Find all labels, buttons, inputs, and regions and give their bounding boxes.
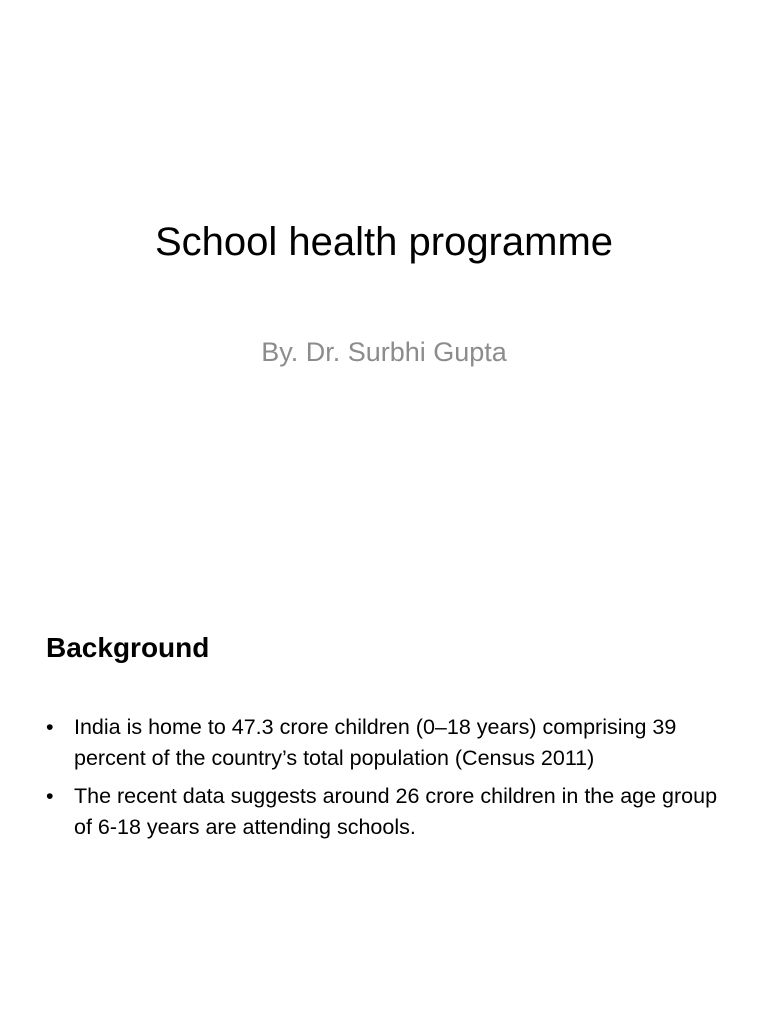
bullet-text: The recent data suggests around 26 crore children in the age group of 6-18 years are attending schools. bbox=[74, 784, 718, 839]
slide-subtitle: By. Dr. Surbhi Gupta bbox=[261, 337, 507, 367]
slide-heading: Background bbox=[46, 632, 210, 663]
content-slide bbox=[0, 512, 768, 1024]
bullet-text: India is home to 47.3 crore children (0–18 years) comprising 39 percent of the country’s total population (Census 2011) bbox=[74, 715, 677, 770]
bullet-item bbox=[46, 712, 726, 774]
bullet-list bbox=[46, 712, 726, 850]
bullet-icon: • bbox=[46, 715, 54, 739]
slide-title: School health programme bbox=[154, 220, 614, 264]
bullet-icon: • bbox=[46, 784, 54, 808]
bullet-item bbox=[46, 781, 726, 843]
